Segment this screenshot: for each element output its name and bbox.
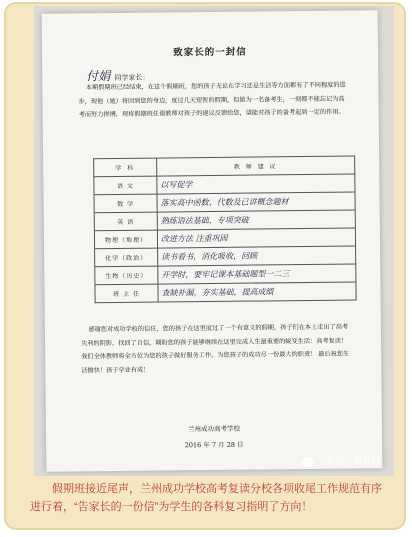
advice-cell: 查缺补漏，夯实基础，提高成绩	[158, 282, 356, 302]
letter-photo	[34, 6, 394, 476]
letter-intro: 本期假期班已经结束，在这个假期班，您的孩子无论在学习还是生活等方面都有了不同程度的进步，现他（她）将回到您的身边，度过几天短暂的假期，但做为一名备考生，一刻都不能忘记为高考而努力拼搏，现将假期班任课教师对孩子的建议反馈给您，望能对孩子的备考起到一定的作用。	[78, 81, 346, 119]
wechat-icon	[302, 457, 314, 467]
subject-cell: 物理（地理）	[94, 230, 157, 249]
advice-cell: 落实高中函数、代数及已讲概念题材	[157, 192, 355, 212]
subject-cell: 数 学	[94, 194, 157, 213]
letter-closing: 感谢您对成功学校的信任，您的孩子在这里度过了一个有意义的假期，孩子们在本上走出了高考失利的阴影，找回了自信，期盼您的孩子能够继续在这里完成人生最重要的蜕变生活：高考复读！我们全体教师将全方位为您的孩子做好服务工作，为您孩子的成功尽一份最大的职责！ 最后祝您生活愉快！孩子学业有成！	[81, 323, 350, 374]
greeting-suffix: 同学家长：	[114, 73, 150, 83]
subject-cell: 英 语	[94, 212, 157, 231]
letter-date: 2016 年 7 月 28 日	[184, 440, 244, 450]
header-subject: 学 科	[94, 158, 157, 177]
advice-cell: 改进方法 注重巩固	[157, 228, 355, 248]
subject-cell: 生物（历史）	[95, 266, 158, 285]
letter-paper	[42, 10, 383, 471]
post-card	[4, 2, 406, 530]
advice-cell: 以写促学	[157, 174, 355, 194]
advice-cell: 开学时，要牢记课本基础题型一二三	[158, 264, 356, 284]
table-row	[95, 282, 356, 303]
photo-caption: 假期班接近尾声，兰州成功学校高考复读分校各项收尾工作规范有序进行着，“告家长的一份信”为学生的各科复习指明了方向！	[30, 483, 382, 513]
advice-table	[93, 155, 357, 303]
advice-cell: 读书看书，消化吸收，回顾	[158, 246, 356, 266]
watermark-text: 兰州成功教育网	[316, 457, 380, 467]
letter-title: 致家长的一封信	[173, 46, 247, 59]
subject-cell: 班 主 任	[95, 284, 158, 303]
school-name: 兰州成功高考学校	[187, 424, 241, 434]
subject-cell: 化学（政治）	[95, 248, 158, 267]
advice-cell: 熟练语法基础，专项突破	[157, 210, 355, 230]
student-name: 付娟	[86, 69, 111, 84]
subject-cell: 语 文	[94, 176, 157, 195]
watermark	[302, 454, 380, 467]
header-advice: 教 师 建 议	[157, 156, 355, 176]
